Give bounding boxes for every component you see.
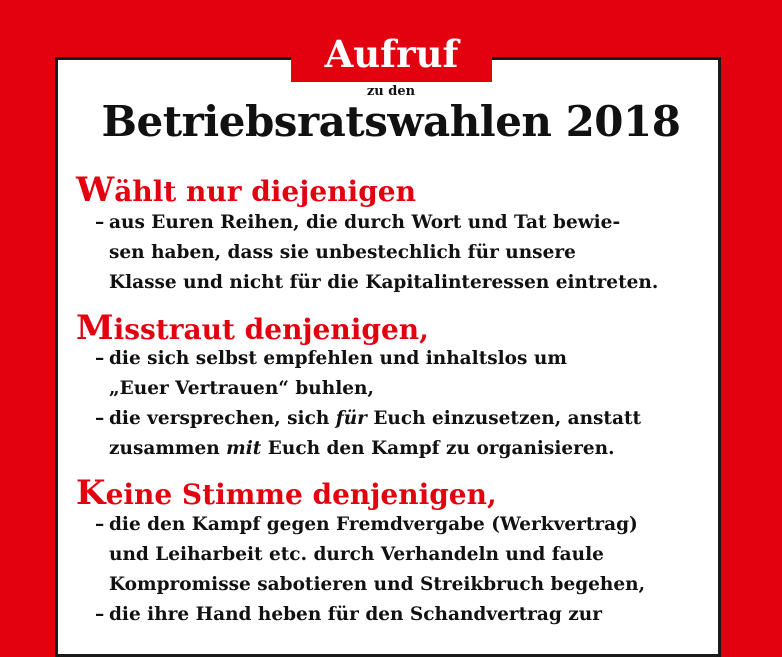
section-title-keine-stimme: Keine Stimme denjenigen, xyxy=(76,473,497,513)
subtitle: zu den xyxy=(366,84,416,99)
list-item: – die sich selbst empfehlen und inhaltslos um „Euer Vertrauen“ buhlen, xyxy=(95,348,567,399)
list-item: – die versprechen, sich für Euch einzusetzen, anstatt zusammen mit Euch den Kampf zu organisieren. xyxy=(95,408,642,459)
banner-title: Aufruf xyxy=(291,30,492,82)
section-title-misstraut: Misstraut denjenigen, xyxy=(76,308,429,348)
section-title-waehlt: Wählt nur diejenigen xyxy=(76,170,416,210)
list-item: – die den Kampf gegen Fremdvergabe (Werkvertrag) und Leiharbeit etc. durch Verhandeln und faule Kompromisse sabotieren und Streikbruch begehen, xyxy=(95,514,646,595)
list-item: – aus Euren Reihen, die durch Wort und Tat bewie- sen haben, dass sie unbestechlich für unsere Klasse und nicht für die Kapitalinteressen eintreten. xyxy=(95,212,659,293)
headline: Betriebsratswahlen 2018 xyxy=(101,97,681,146)
list-item: – die ihre Hand heben für den Schandvertrag zur xyxy=(95,604,602,625)
